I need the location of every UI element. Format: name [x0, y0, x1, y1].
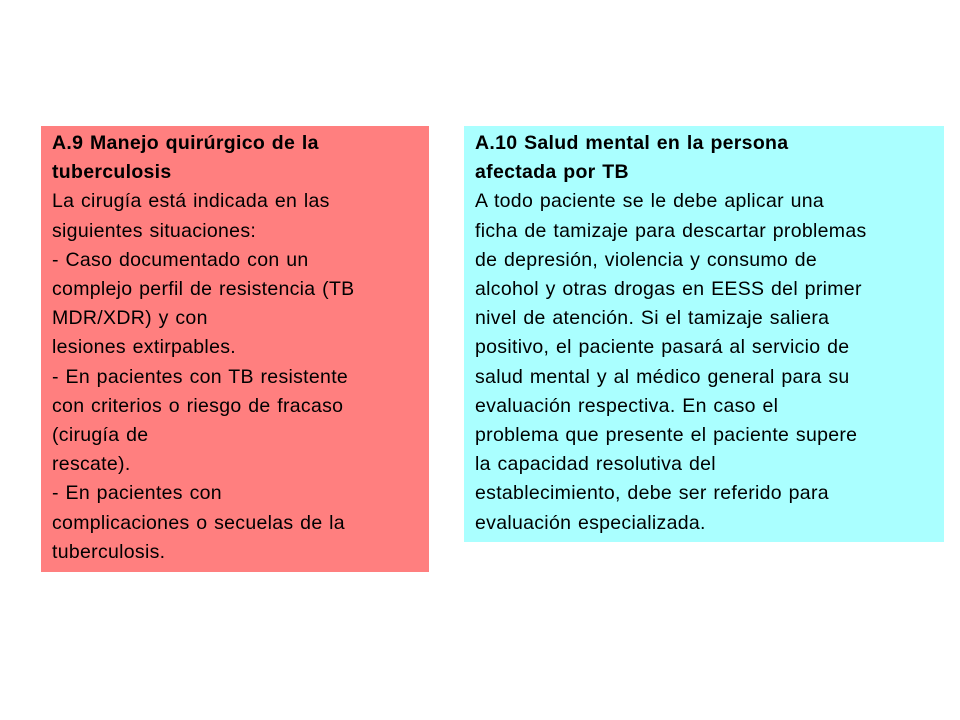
left-box-body-line: lesiones extirpables.: [52, 336, 236, 359]
right-box-body-line: nivel de atención. Si el tamizaje saliera: [475, 307, 830, 330]
right-box-body-line: alcohol y otras drogas en EESS del primer: [475, 278, 862, 301]
right-box-body-line: A todo paciente se le debe aplicar una: [475, 190, 825, 213]
right-box-body-line: establecimiento, debe ser referido para: [475, 482, 829, 505]
left-box-body-line: rescate).: [52, 453, 131, 476]
left-box-body-line: con criterios o riesgo de fracaso: [52, 394, 344, 417]
right-box-body-line: positivo, el paciente pasará al servicio de: [475, 336, 850, 359]
left-box-body-line: - Caso documentado con un: [52, 248, 309, 271]
left-box-title-line: tuberculosis: [52, 161, 172, 184]
right-box-body-line: evaluación respectiva. En caso el: [475, 394, 779, 417]
right-box-body-line: salud mental y al médico general para su: [475, 365, 850, 388]
left-box-body-line: complejo perfil de resistencia (TB: [52, 278, 355, 301]
left-box-body-line: - En pacientes con: [52, 482, 222, 505]
right-box-body-line: la capacidad resolutiva del: [475, 453, 716, 476]
left-box-body-line: siguientes situaciones:: [52, 219, 257, 242]
surgical-management-box: [41, 126, 429, 572]
left-box-body-line: La cirugía está indicada en las: [52, 190, 330, 213]
right-box-body-line: de depresión, violencia y consumo de: [475, 248, 818, 271]
left-box-body-line: MDR/XDR) y con: [52, 307, 208, 330]
left-box-body-line: complicaciones o secuelas de la: [52, 511, 345, 534]
right-box-body-line: evaluación especializada.: [475, 511, 706, 534]
right-box-title-line: A.10 Salud mental en la persona: [475, 132, 789, 154]
left-box-body-line: - En pacientes con TB resistente: [52, 365, 349, 388]
left-box-title-line: A.9 Manejo quirúrgico de la: [52, 132, 319, 154]
right-box-body-line: ficha de tamizaje para descartar problemas: [475, 219, 867, 242]
right-box-title-line: afectada por TB: [475, 161, 629, 184]
right-box-body-line: problema que presente el paciente supere: [475, 424, 858, 447]
left-box-body-line: (cirugía de: [52, 424, 149, 447]
left-box-body-line: tuberculosis.: [52, 540, 166, 563]
mental-health-box: [464, 126, 944, 542]
